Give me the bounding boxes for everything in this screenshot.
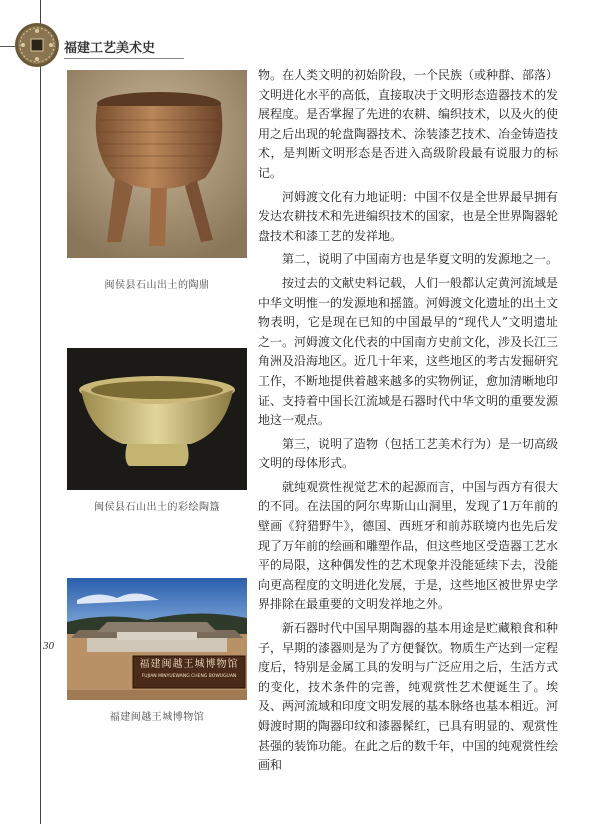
header-underline xyxy=(64,58,184,59)
museum-sign-subtitle: FUJIAN MINYUEWANG CHENG BOWUGUAN xyxy=(141,674,237,679)
figure-photo-painted-bowl xyxy=(67,348,247,490)
book-title: 福建工艺美术史 xyxy=(64,41,156,56)
figure-photo-pottery-tripod xyxy=(67,70,247,258)
page-number: 30 xyxy=(43,640,54,652)
main-text xyxy=(258,66,558,776)
paragraph: 第二，说明了中国南方也是华夏文明的发源地之一。 xyxy=(282,252,559,267)
paragraph: 物。在人类文明的初始阶段，一个民族（或种群、部落）文明进化水平的高低，直接取决于文明形态造器技术的发展程度。是否掌握了先进的农耕、编织技术，以及火的使用之后出现的轮盘陶器技术、涂装漆艺技术、冶金铸造技术，是判断文明形态是否进入高级阶段最有说服力的标记。 xyxy=(258,68,559,180)
running-header xyxy=(0,36,250,56)
coin-emblem-icon xyxy=(14,22,60,68)
paragraph: 第三，说明了造物（包括工艺美术行为）是一切高级文明的母体形式。 xyxy=(258,436,559,471)
margin-rule xyxy=(40,0,41,824)
paragraph: 就纯观赏性视觉艺术的起源而言，中国与西方有很大的不同。在法国的阿尔卑斯山山洞里，发现了1万年前的壁画《狩猎野牛》，德国、西班牙和前苏联境内也先后发现了万年前的绘画和雕塑作品，但这些地区受造器工艺水平的局限，这种偶发性的艺术现象并没能延续下去，没能向更高程度的文明进化发展，于是，这些地区被世界史学界排除在最重要的文明发祥地之外。 xyxy=(258,479,559,612)
figure-photo-museum xyxy=(67,578,247,700)
museum-sign xyxy=(135,658,243,686)
museum-sign-title: 福建闽越王城博物馆 xyxy=(139,659,239,670)
figure-caption: 闽侯县石山出土的彩绘陶簋 xyxy=(94,502,220,513)
paragraph: 新石器时代中国早期陶器的基本用途是贮藏粮食和种子，早期的漆器则是为了方便餐饮。物质生产达到一定程度后，特别是金属工具的发明与广泛应用之后，生活方式的变化，技术条件的完善，纯观赏性艺术便诞生了。埃及、两河流域和印度文明发展的基本脉络也基本相近。河姆渡时期的陶器印纹和漆器髹红，已具有明显的、观赏性甚强的装饰功能。在此之后的数千年，中国的纯观赏性绘画和 xyxy=(258,621,559,773)
paragraph: 河姆渡文化有力地证明：中国不仅是全世界最早拥有发达农耕技术和先进编织技术的国家，也是全世界陶器轮盘技术和漆工艺的发祥地。 xyxy=(258,189,559,243)
figure-caption: 闽侯县石山出土的陶鼎 xyxy=(104,280,210,291)
paragraph: 按过去的文献史料记载，人们一般都认定黄河流域是中华文明惟一的发源地和摇篮。河姆渡文化遗址的出土文物表明，它是现在已知的中国最早的“现代人”文明遗址之一。河姆渡文化代表的中国南方史前文化，涉及长江三角洲及沿海地区。近几十年来，这些地区的考古发掘研究工作，不断地提供着越来越多的实物例证，愈加清晰地印证、支持着中国长江流域是石器时代中华文明的重要发源地这一观点。 xyxy=(258,275,559,428)
figure-caption: 福建闽越王城博物馆 xyxy=(109,712,205,723)
